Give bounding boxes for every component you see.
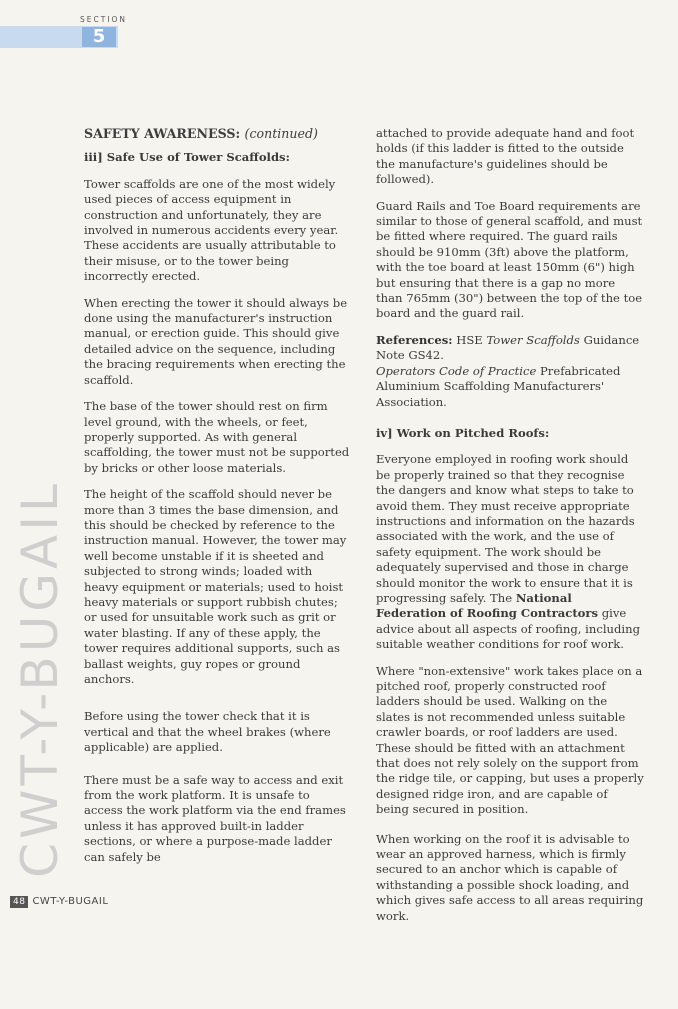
right-column [376, 126, 644, 935]
title-text: SAFETY AWARENESS: [84, 126, 241, 141]
brand-watermark: CWT-Y-BUGAIL [11, 480, 69, 878]
left-column [84, 126, 350, 876]
section-label: SECTION [80, 15, 128, 24]
paragraph: When erecting the tower it should always be done using the manufacturer's instruction manual, or erection guide. This should give detailed advice on the sequence, including the bracing requirements when erecting the scaffold. [84, 295, 348, 387]
paragraph: Before using the tower check that it is vertical and that the wheel brakes (where applicable) are applied. [84, 709, 331, 755]
paragraph: Where "non-extensive" work takes place on a pitched roof, properly constructed roof ladders should be used. Walking on the slates is not recommended unless suitable crawler boards, or roof ladders are used. These should be fitted with an attachment that does not rely solely on the support from the ridge tile, or capping, but uses a properly designed ridge iron, and are capable of being secured in position. [376, 663, 644, 817]
footer-brand: CWT-Y-BUGAIL [32, 896, 109, 907]
paragraph [376, 452, 644, 652]
subheading-pitched-roofs: iv] Work on Pitched Roofs: [376, 425, 550, 440]
ref-title-1: Tower Scaffolds [486, 332, 580, 347]
references [376, 333, 644, 364]
paragraph: The base of the tower should rest on firm level ground, with the wheels, or feet, properly supported. As with general scaffolding, the tower must not be supported by bricks or other loose materials. [84, 399, 350, 475]
p3-start: Everyone employed in roofing work should be properly trained so that they recognise the dangers and know what steps to take to avoid them. They must receive appropriate instructions and information on the hazards associated with the work, and the use of safety equipment. The work should be adequately supervised and those in charge should monitor the work to ensure that it is progressing safely. The [376, 452, 635, 605]
page-number: 48 [10, 896, 28, 908]
section-number: 5 [82, 27, 116, 47]
references-label: References: [376, 332, 453, 347]
ref-rest-2: Prefabricated Aluminium Scaffolding Manufacturers' Association. [376, 363, 621, 409]
paragraph: Tower scaffolds are one of the most widely used pieces of access equipment in construction and unfortunately, they are involved in numerous accidents every year. These accidents are usually attributable to their misuse, or to the tower being incorrectly erected. [84, 176, 339, 284]
page-footer [10, 896, 108, 908]
paragraph: attached to provide adequate hand and foot holds (if this ladder is fitted to the outside the manufacture's guidelines should be followed). [376, 126, 635, 187]
paragraph: There must be a safe way to access and exit from the work platform. It is unsafe to access the work platform via the end frames unless it has approved built-in ladder sections, or where a purpose-made ladder can safely be [84, 772, 346, 864]
paragraph: The height of the scaffold should never be more than 3 times the base dimension, and this should be checked by reference to the instruction manual. However, the tower may well become unstable if it is sheeted and subjected to strong winds; loaded with heavy equipment or materials; used to hoist heavy materials or support rubbish chutes; or used for unsuitable work such as grit or water blasting. If any of these apply, the tower requires additional supports, such as ballast weights, guy ropes or ground anchors. [84, 487, 347, 686]
p3-end: give advice about all aspects of roofing, including suitable weather conditions for roof work. [376, 606, 641, 652]
paragraph: Guard Rails and Toe Board requirements are similar to those of general scaffold, and must be fitted where required. The guard rails should be 910mm (3ft) above the platform, with the toe board at least 150mm (6") high but ensuring that there is a gap no more than 765mm (30") between the top of the toe board and the guard rail. [376, 198, 643, 321]
references-2 [376, 364, 644, 410]
title-continued: (continued) [244, 126, 318, 141]
ref-org: HSE [456, 332, 483, 347]
subheading-tower-scaffolds: iii] Safe Use of Tower Scaffolds: [84, 150, 290, 165]
ref-rest-1: Guidance Note GS42. [376, 332, 640, 363]
p3-bold: National Federation of Roofing Contractors [376, 590, 599, 621]
ref-title-2: Operators Code of Practice [376, 363, 537, 378]
page-title [84, 126, 350, 141]
paragraph: When working on the roof it is advisable to wear an approved harness, which is firmly secured to an anchor which is capable of withstanding a possible shock loading, and which gives safe access to all areas requiring work. [376, 831, 644, 923]
